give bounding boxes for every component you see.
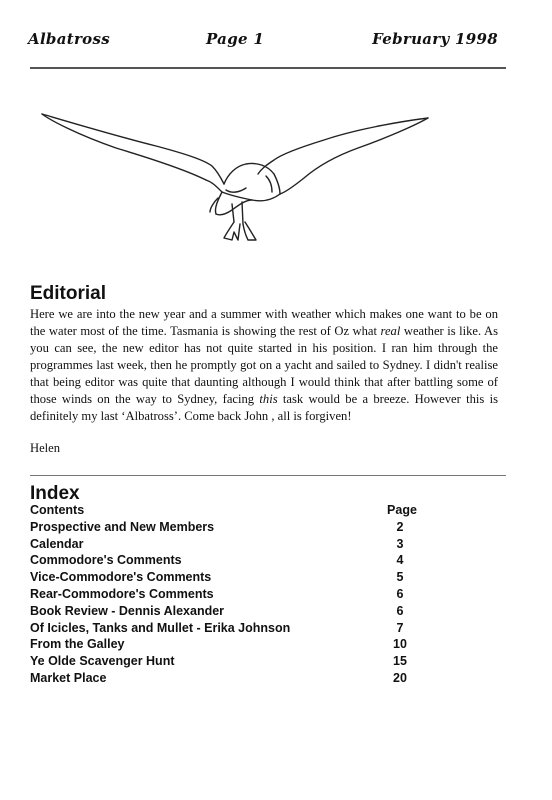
toc-entry-page: 20 <box>393 670 407 685</box>
toc-entry <box>30 552 430 569</box>
toc-entry-page: 7 <box>396 620 404 635</box>
toc-entry-page: 2 <box>396 519 404 534</box>
editorial-body <box>30 306 498 425</box>
toc-entry-page: 6 <box>396 586 404 601</box>
toc-entry-title: Book Review - Dennis Alexander <box>30 603 225 618</box>
toc-entry <box>30 569 430 586</box>
emphasis-text: real <box>380 324 401 338</box>
body-text: weather is like. As you can see, the new editor has not quite started in his position. I ran him through the programmes last week, then he promptly got on a yacht and sailed to Sydney. I didn't realise that being editor was quite that daunting although I would think that after battling some of those winds on the way to Sydney, facing <box>30 324 498 406</box>
toc-entry <box>30 653 430 670</box>
toc-entry-title: Market Place <box>30 670 107 685</box>
toc-entry-title: Prospective and New Members <box>30 519 215 534</box>
body-text: Here we are into the new year and a summer with weather which makes one want to be on the water most of the time. Tasmania is showing the rest of Oz what <box>30 307 498 338</box>
index-heading: Index <box>30 483 80 504</box>
body-text: task would be a breeze. However this is definitely my last ‘Albatross’. Come back John , all is forgiven! <box>30 392 498 423</box>
albatross-drawing-icon <box>36 104 446 254</box>
toc-entry-title: Ye Olde Scavenger Hunt <box>30 654 175 669</box>
page-header <box>28 30 498 56</box>
toc-entry-title: Rear-Commodore's Comments <box>30 586 214 601</box>
toc-entry-title: Vice-Commodore's Comments <box>30 570 212 585</box>
toc-entry <box>30 586 430 603</box>
toc-entry-page: 10 <box>393 637 407 652</box>
toc-entry <box>30 670 430 687</box>
toc-header-row <box>30 502 430 519</box>
toc-entry <box>30 603 430 620</box>
toc-entry-title: Of Icicles, Tanks and Mullet - Erika Johnson <box>30 620 291 635</box>
toc-entry-page: 4 <box>396 553 404 568</box>
toc-entry-title: Calendar <box>30 536 84 551</box>
toc-entry-page: 3 <box>396 536 404 551</box>
section-divider <box>30 475 506 476</box>
issue-date: February 1998 <box>372 30 498 48</box>
toc-entry <box>30 536 430 553</box>
toc-entry-title: Commodore's Comments <box>30 553 182 568</box>
contents-column-header: Contents <box>30 503 85 517</box>
toc-entry <box>30 636 430 653</box>
publication-name: Albatross <box>28 30 110 48</box>
page-column-header: Page <box>387 503 417 517</box>
header-divider <box>30 67 506 69</box>
table-of-contents <box>30 502 430 687</box>
editorial-heading: Editorial <box>30 283 107 304</box>
toc-entry-title: From the Galley <box>30 637 125 652</box>
toc-entry-page: 15 <box>393 654 407 669</box>
toc-entry <box>30 519 430 536</box>
editorial-signature: Helen <box>30 441 61 455</box>
toc-entry-page: 6 <box>396 603 404 618</box>
toc-entry-page: 5 <box>396 570 404 585</box>
page-number: Page 1 <box>206 30 265 48</box>
toc-entry <box>30 620 430 637</box>
emphasis-text: this <box>259 392 278 406</box>
